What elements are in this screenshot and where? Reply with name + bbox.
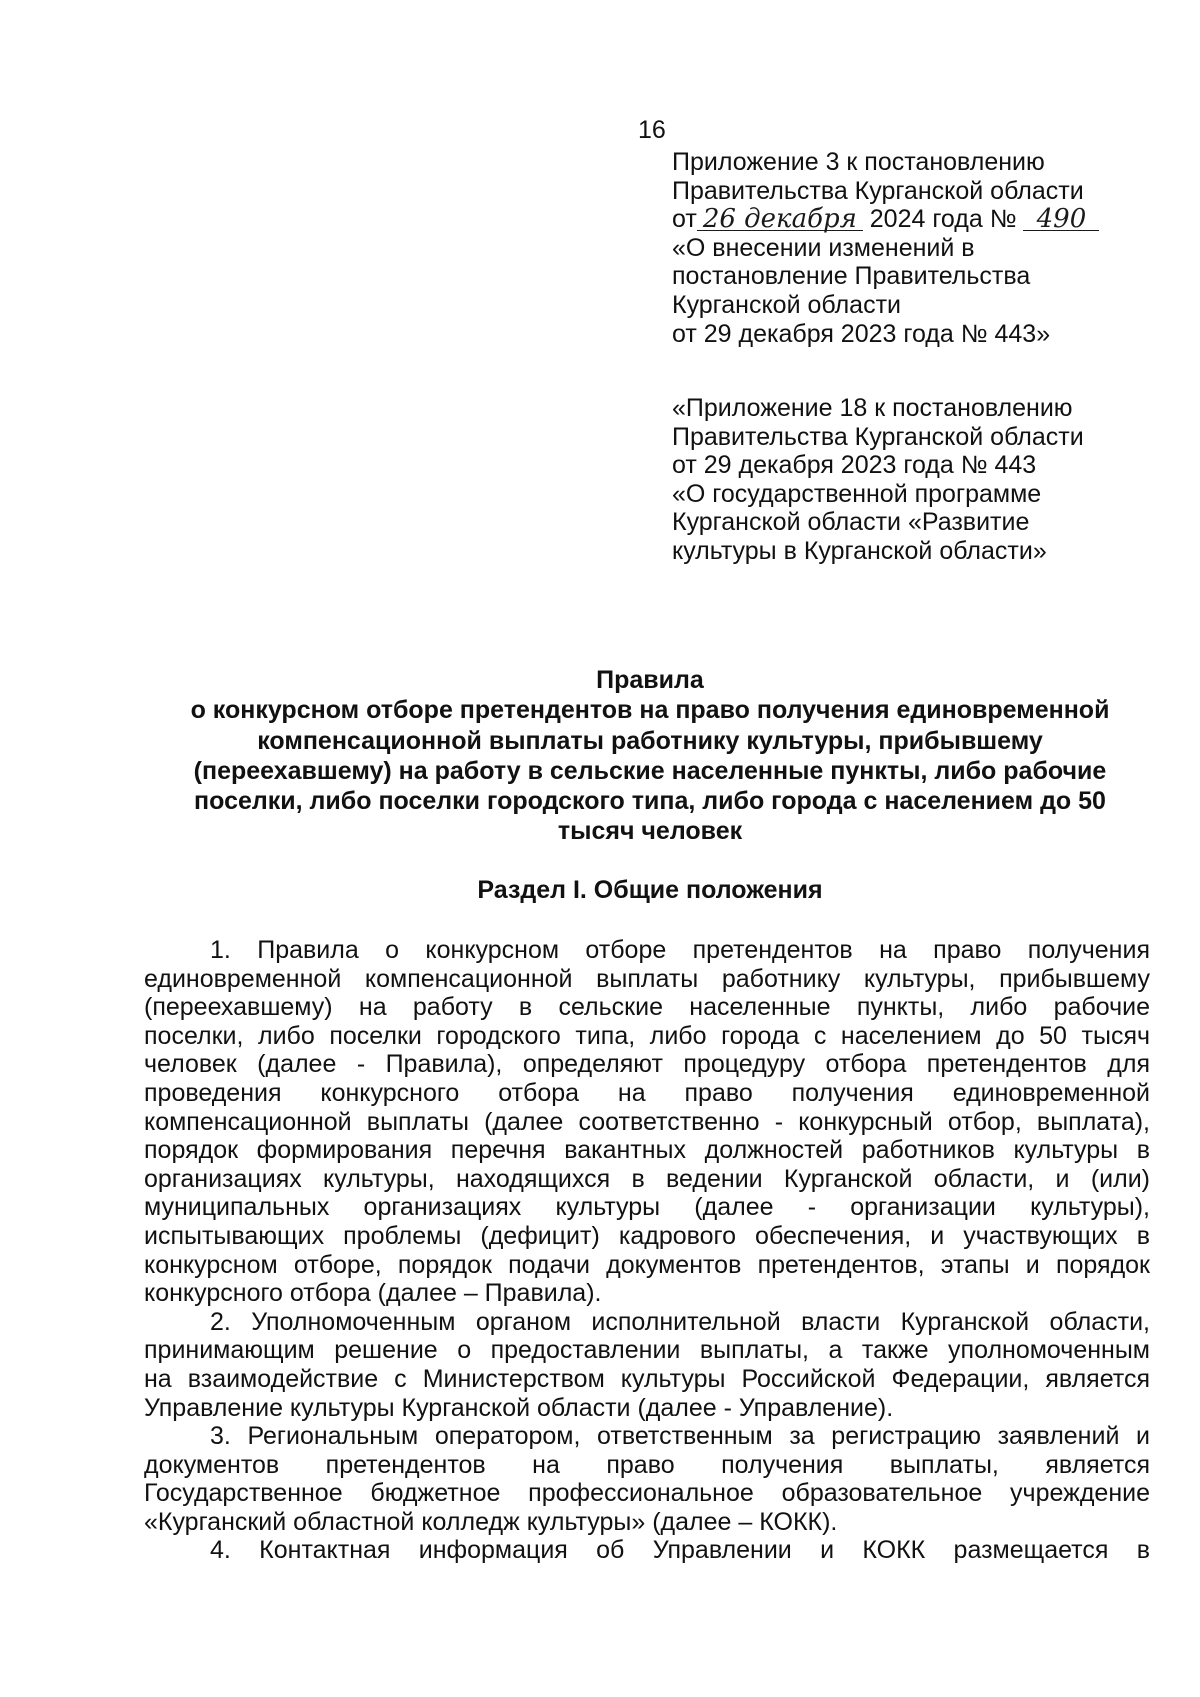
paragraph-2: [144, 1308, 1150, 1422]
paragraph-line: конкурсном отборе, порядок подачи документов претендентов, этапы и порядок: [144, 1250, 1150, 1279]
appendix-line: Правительства Курганской области: [672, 176, 1084, 205]
paragraph-4: [144, 1536, 1150, 1565]
appendix-date-line: [672, 205, 1142, 234]
paragraph-line: «Курганский областной колледж культуры» (далее – КОКК).: [144, 1507, 838, 1536]
title-line: Правила: [596, 666, 704, 694]
paragraph-1: [144, 936, 1150, 1308]
date-prefix: от: [672, 205, 697, 234]
paragraph-line: порядок формирования перечня вакантных должностей работников культуры в: [144, 1136, 1150, 1165]
title-line: компенсационной выплаты работнику культуры, прибывшему: [257, 726, 1043, 755]
paragraph-line: конкурсного отбора (далее – Правила).: [144, 1279, 602, 1308]
paragraph-line: единовременной компенсационной выплаты работнику культуры, прибывшему: [144, 964, 1150, 993]
paragraph-line: 3. Региональным оператором, ответственным за регистрацию заявлений и: [210, 1422, 1150, 1451]
paragraph-line: испытывающих проблемы (дефицит) кадрового обеспечения, и участвующих в: [144, 1221, 1150, 1250]
handwritten-date: 26 декабря: [697, 208, 863, 231]
paragraph-line: муниципальных организациях культуры (далее - организации культуры),: [144, 1193, 1150, 1222]
paragraph-line: 1. Правила о конкурсном отборе претендентов на право получения: [210, 936, 1150, 964]
paragraph-line: человек (далее - Правила), определяют процедуру отбора претендентов для: [144, 1050, 1150, 1079]
body-text: [144, 936, 1150, 1565]
appendix-line: Курганской области: [672, 290, 902, 319]
paragraph-line: 2. Уполномоченным органом исполнительной власти Курганской области,: [210, 1307, 1150, 1336]
appendix-line: постановление Правительства: [672, 262, 1031, 291]
section-heading: Раздел I. Общие положения: [477, 876, 823, 904]
title-line: о конкурсном отборе претендентов на право получения единовременной: [190, 696, 1110, 725]
paragraph-line: (переехавшему) на работу в сельские населенные пункты, либо рабочие: [144, 993, 1150, 1022]
appendix-line: «О внесении изменений в: [672, 233, 975, 262]
quoted-line: Правительства Курганской области: [672, 422, 1084, 451]
title-line: (переехавшему) на работу в сельские населенные пункты, либо рабочие: [193, 756, 1107, 785]
paragraph-3: [144, 1422, 1150, 1536]
appendix-line: Приложение 3 к постановлению: [672, 148, 1045, 176]
quoted-line: культуры в Курганской области»: [672, 536, 1047, 565]
paragraph-line: документов претендентов на право получения выплаты, является: [144, 1450, 1150, 1479]
paragraph-line: Государственное бюджетное профессиональное образовательное учреждение: [144, 1479, 1150, 1508]
appendix-line: от 29 декабря 2023 года № 443»: [672, 319, 1051, 348]
title-line: поселки, либо поселки городского типа, либо города с населением до 50: [194, 787, 1106, 816]
quoted-appendix: [672, 394, 1142, 566]
paragraph-line: Управление культуры Курганской области (далее - Управление).: [144, 1393, 894, 1422]
appendix-header: [672, 148, 1142, 348]
paragraph-line: 4. Контактная информация об Управлении и КОКК размещается в: [210, 1536, 1150, 1565]
paragraph-line: проведения конкурсного отбора на право получения единовременной: [144, 1078, 1150, 1107]
document-title: [140, 665, 1160, 847]
paragraph-line: поселки, либо поселки городского типа, либо города с населением до 50 тысяч: [144, 1021, 1150, 1050]
paragraph-line: организациях культуры, находящихся в ведении Курганской области, и (или): [144, 1164, 1150, 1193]
paragraph-line: компенсационной выплаты (далее соответственно - конкурсный отбор, выплата),: [144, 1107, 1150, 1136]
paragraph-line: на взаимодействие с Министерством культуры Российской Федерации, является: [144, 1364, 1150, 1393]
handwritten-number: 490: [1023, 208, 1099, 231]
paragraph-line: принимающим решение о предоставлении выплаты, а также уполномоченным: [144, 1336, 1150, 1365]
quoted-line: от 29 декабря 2023 года № 443: [672, 451, 1037, 480]
quoted-line: «Приложение 18 к постановлению: [672, 394, 1073, 422]
title-line: тысяч человек: [557, 817, 743, 846]
quoted-line: «О государственной программе: [672, 479, 1042, 508]
quoted-line: Курганской области «Развитие: [672, 508, 1030, 537]
page-number: 16: [638, 116, 666, 144]
date-year: 2024 года №: [869, 205, 1017, 234]
